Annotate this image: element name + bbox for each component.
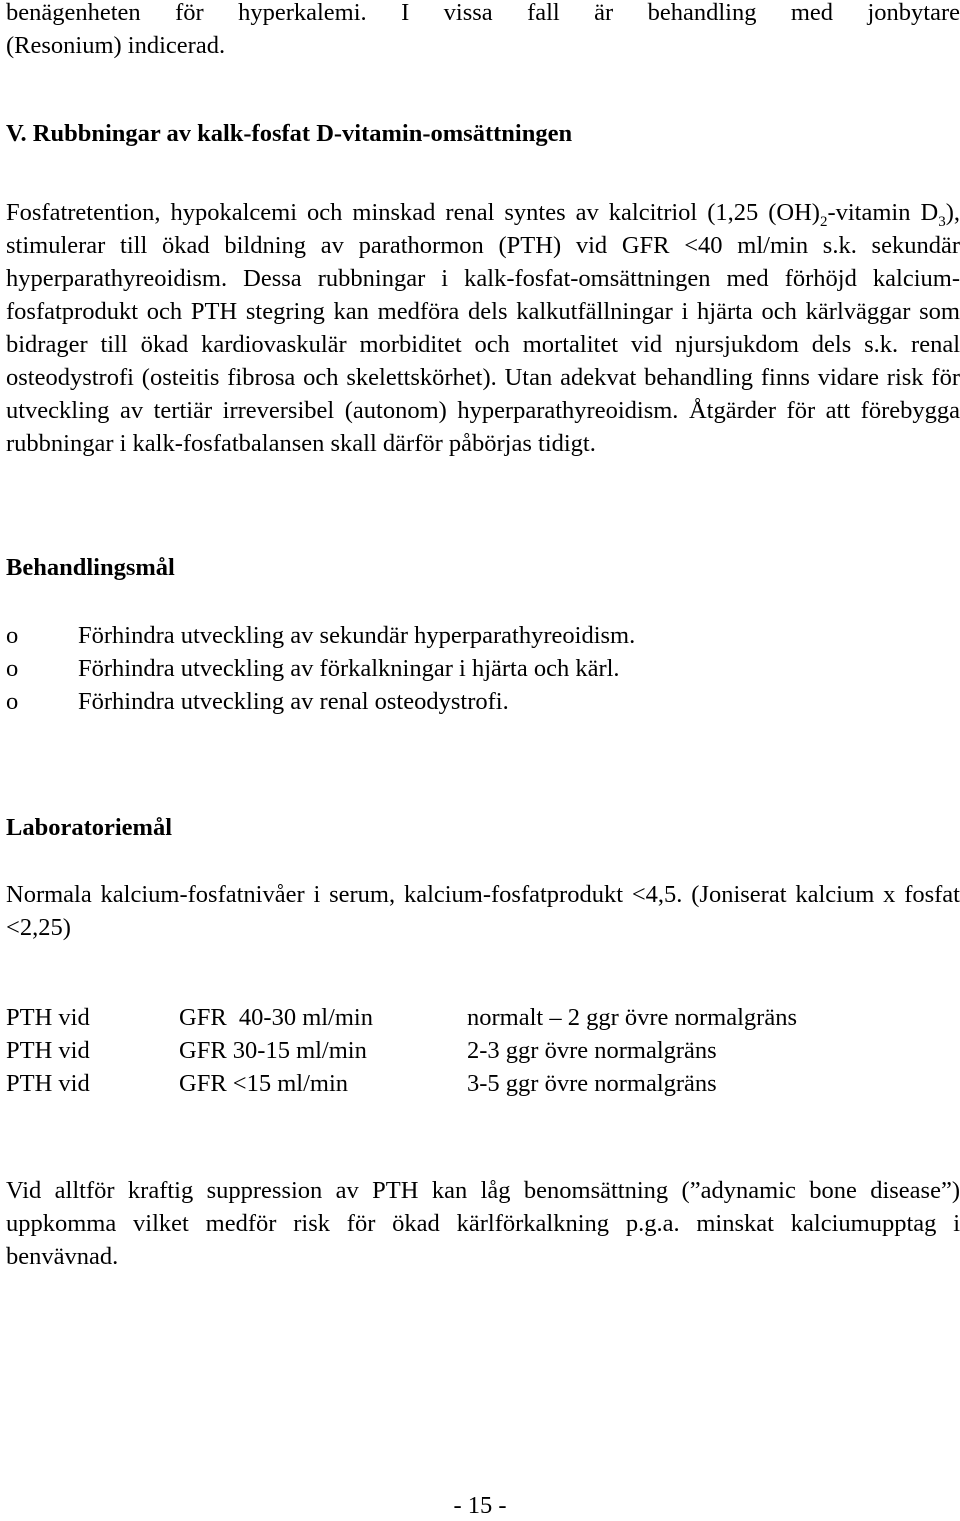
table-cell: GFR <15 ml/min	[179, 1070, 349, 1097]
table-cell: PTH vid	[6, 1037, 90, 1064]
treatment-goals-heading: Behandlingsmål	[6, 554, 175, 581]
list-item-text: Förhindra utveckling av renal osteodystrofi.	[78, 688, 509, 715]
table-cell: 2-3 ggr övre normalgräns	[467, 1037, 717, 1064]
pth-table	[6, 1001, 797, 1100]
subscript: 3	[938, 213, 946, 230]
main-paragraph-text: ), stimulerar till ökad bildning av parathormon (PTH) vid GFR <40 ml/min s.k. sekundär hyperparathyreoidism. Dessa rubbningar i kalk-fosfat-omsättningen med förhöjd kalcium-fosfatprodukt och PTH stegring kan medföra dels kalkutfällningar i hjärta och kärlväggar som bidrager till ökad kardiovaskulär morbiditet och mortalitet vid njursjukdom dels s.k. renal osteodystrofi (osteitis fibrosa och skelettskörhet). Utan adekvat behandling finns vidare risk för utveckling av tertiär irreversibel (autonom) hyperparathyreoidism. Åtgärder för att förebygga rubbningar i kalk-fosfatbalansen skall därför påbörjas tidigt.	[6, 199, 960, 457]
closing-paragraph: Vid alltför kraftig suppression av PTH kan låg benomsättning (”adynamic bone disease”) uppkomma vilket medför risk för ökad kärlförkalkning p.g.a. minskat kalciumupptag i benvävnad.	[6, 1177, 960, 1270]
list-item-text: Förhindra utveckling av förkalkningar i hjärta och kärl.	[78, 655, 620, 682]
table-row	[6, 1067, 797, 1100]
table-row	[6, 1001, 797, 1034]
table-cell: GFR 30-15 ml/min	[179, 1037, 367, 1064]
lab-goals-heading: Laboratoriemål	[6, 814, 173, 841]
table-cell: 3-5 ggr övre normalgräns	[467, 1070, 717, 1097]
page-number: - 15 -	[453, 1492, 507, 1519]
table-cell: GFR 40-30 ml/min	[179, 1004, 373, 1031]
intro-line: (Resonium) indicerad.	[6, 32, 226, 59]
list-item	[6, 652, 960, 685]
section-title: V. Rubbningar av kalk-fosfat D-vitamin-omsättningen	[6, 120, 573, 147]
list-item-text: Förhindra utveckling av sekundär hyperparathyreoidism.	[78, 622, 636, 649]
table-cell: PTH vid	[6, 1070, 90, 1097]
list-item	[6, 685, 960, 718]
bullet-icon: o	[6, 688, 19, 715]
lab-goals-paragraph: Normala kalcium-fosfatnivåer i serum, kalcium-fosfatprodukt <4,5. (Joniserat kalcium x fosfat <2,25)	[6, 881, 960, 941]
main-paragraph-text: -vitamin D	[827, 199, 939, 226]
table-cell: normalt – 2 ggr övre normalgräns	[467, 1004, 797, 1031]
main-paragraph	[6, 196, 960, 460]
intro-paragraph	[6, 0, 960, 62]
subscript: 2	[819, 213, 828, 230]
treatment-goals-list	[6, 619, 960, 718]
table-row	[6, 1034, 797, 1067]
bullet-icon: o	[6, 655, 19, 682]
main-paragraph-text: Fosfatretention, hypokalcemi och minskad renal syntes av kalcitriol (1,25 (OH)	[6, 199, 820, 226]
table-cell: PTH vid	[6, 1004, 90, 1031]
intro-line: benägenheten för hyperkalemi. I vissa fall är behandling med jonbytare	[6, 0, 960, 26]
bullet-icon: o	[6, 622, 19, 649]
list-item	[6, 619, 960, 652]
